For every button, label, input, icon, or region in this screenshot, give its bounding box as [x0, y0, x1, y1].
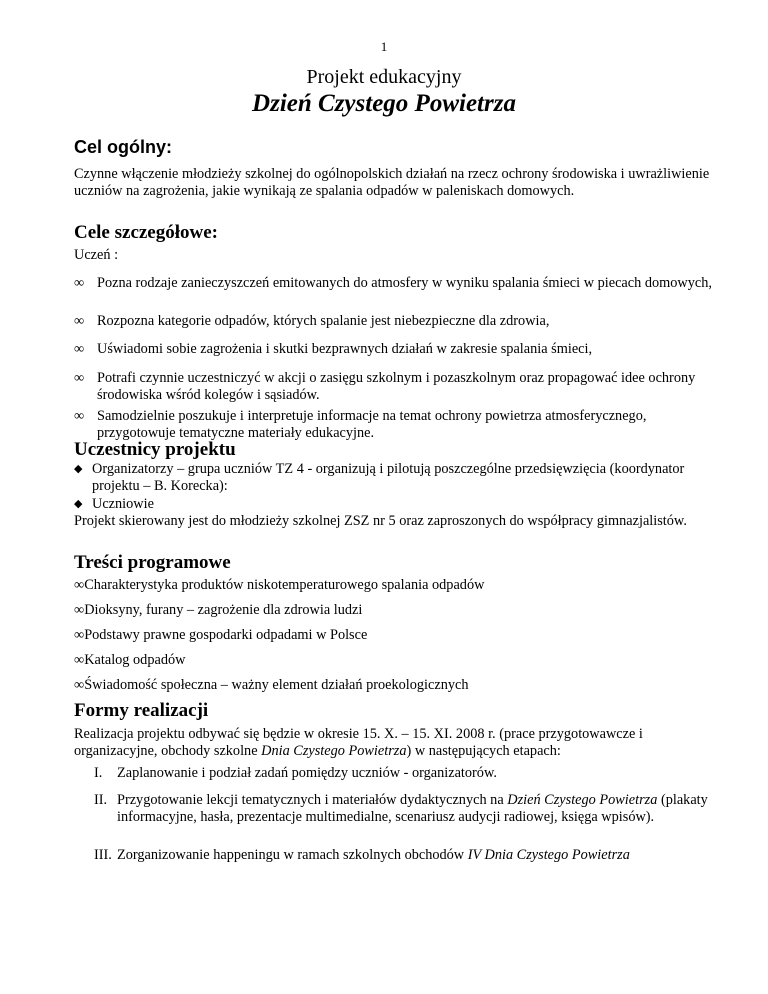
step-number: III.	[94, 847, 112, 863]
list-item	[74, 275, 714, 292]
list-item-text: Rozpozna kategorie odpadów, których spalanie jest niebezpieczne dla zdrowia,	[97, 313, 550, 329]
heading-uczestnicy: Uczestnicy projektu	[74, 439, 236, 460]
cel-ogolny-text: Czynne włączenie młodzieży szkolnej do ogólnopolskich działań na rzecz ochrony środowiska i uwrażliwienie uczniów na zagrożenia, jakie wynikają ze spalania odpadów w paleniskach domowych.	[74, 166, 710, 199]
list-item-text: Uświadomi sobie zagrożenia i skutki bezprawnych działań w zakresie spalania śmieci,	[97, 341, 593, 357]
infinity-bullet-icon: ∞	[74, 275, 85, 291]
list-item-text: Podstawy prawne gospodarki odpadami w Polsce	[84, 627, 368, 643]
diamond-bullet-icon: ◆	[74, 463, 83, 475]
list-item-text: Samodzielnie poszukuje i interpretuje informacje na temat ochrony powietrza atmosferycznego, przygotowuje tematyczne materiały edukacyjne.	[97, 408, 647, 441]
list-item	[74, 602, 362, 619]
list-item-text: Potrafi czynnie uczestniczyć w akcji o zasięgu szkolnym i pozaszkolnym oraz propagować idee ochrony środowiska wśród kolegów i sąsiadów.	[97, 370, 696, 403]
list-item-text: Świadomość społeczna – ważny element działań proekologicznych	[84, 677, 469, 693]
list-item	[74, 627, 367, 644]
list-item	[74, 577, 484, 594]
list-item-text: Uczniowie	[92, 496, 154, 512]
list-item	[74, 677, 469, 694]
step-number: II.	[94, 792, 108, 808]
list-item	[94, 792, 714, 826]
list-item-text: Zaplanowanie i podział zadań pomiędzy uczniów - organizatorów.	[117, 765, 497, 781]
step-number: I.	[94, 765, 103, 781]
infinity-bullet-icon: ∞	[74, 577, 85, 593]
list-item-text: Katalog odpadów	[84, 652, 186, 668]
list-item	[74, 461, 714, 495]
diamond-bullet-icon: ◆	[74, 498, 83, 510]
heading-cele-szczegolowe: Cele szczegółowe:	[74, 222, 219, 243]
page-number: 1	[380, 39, 388, 54]
uczestnicy-text: Projekt skierowany jest do młodzieży szkolnej ZSZ nr 5 oraz zaproszonych do współpracy gimnazjalistów.	[74, 513, 687, 529]
list-item	[74, 313, 714, 330]
infinity-bullet-icon: ∞	[74, 408, 85, 424]
list-item	[94, 765, 714, 782]
list-item-text: Pozna rodzaje zanieczyszczeń emitowanych do atmosfery w wyniku spalania śmieci w piecach domowych,	[97, 275, 712, 291]
list-item-text: Charakterystyka produktów niskotemperaturowego spalania odpadów	[84, 577, 485, 593]
infinity-bullet-icon: ∞	[74, 602, 85, 618]
list-item-text: Dioksyny, furany – zagrożenie dla zdrowia ludzi	[84, 602, 363, 618]
list-item-text: Organizatorzy – grupa uczniów TZ 4 - organizują i pilotują poszczególne przedsięwzięcia (koordynator projektu – B. Korecka):	[92, 461, 685, 494]
heading-cel-ogolny: Cel ogólny:	[74, 137, 172, 157]
infinity-bullet-icon: ∞	[74, 627, 85, 643]
list-item-text: Zorganizowanie happeningu w ramach szkolnych obchodów IV Dnia Czystego Powietrza	[117, 847, 630, 863]
list-item	[74, 496, 714, 513]
list-item	[74, 652, 185, 669]
infinity-bullet-icon: ∞	[74, 652, 85, 668]
formy-text: Realizacja projektu odbywać się będzie w okresie 15. X. – 15. XI. 2008 r. (prace przygotowawcze i organizacyjne, obchody szkolne Dnia Czystego Powietrza) w następujących etapach:	[74, 726, 643, 759]
list-item	[94, 847, 714, 864]
infinity-bullet-icon: ∞	[74, 313, 85, 329]
document-subtitle: Dzień Czystego Powietrza	[252, 90, 516, 117]
infinity-bullet-icon: ∞	[74, 370, 85, 386]
heading-tresci: Treści programowe	[74, 552, 231, 573]
list-item-text: Przygotowanie lekcji tematycznych i materiałów dydaktycznych na Dzień Czystego Powietrza (plakaty informacyjne, hasła, prezentacje multimedialne, scenariusz audycji radiowej, księga wpisów).	[117, 792, 708, 825]
infinity-bullet-icon: ∞	[74, 677, 85, 693]
cele-intro: Uczeń :	[74, 247, 119, 263]
document-title: Projekt edukacyjny	[306, 66, 462, 88]
list-item	[74, 408, 714, 442]
infinity-bullet-icon: ∞	[74, 341, 85, 357]
list-item	[74, 341, 714, 358]
list-item	[74, 370, 714, 404]
heading-formy: Formy realizacji	[74, 700, 209, 721]
